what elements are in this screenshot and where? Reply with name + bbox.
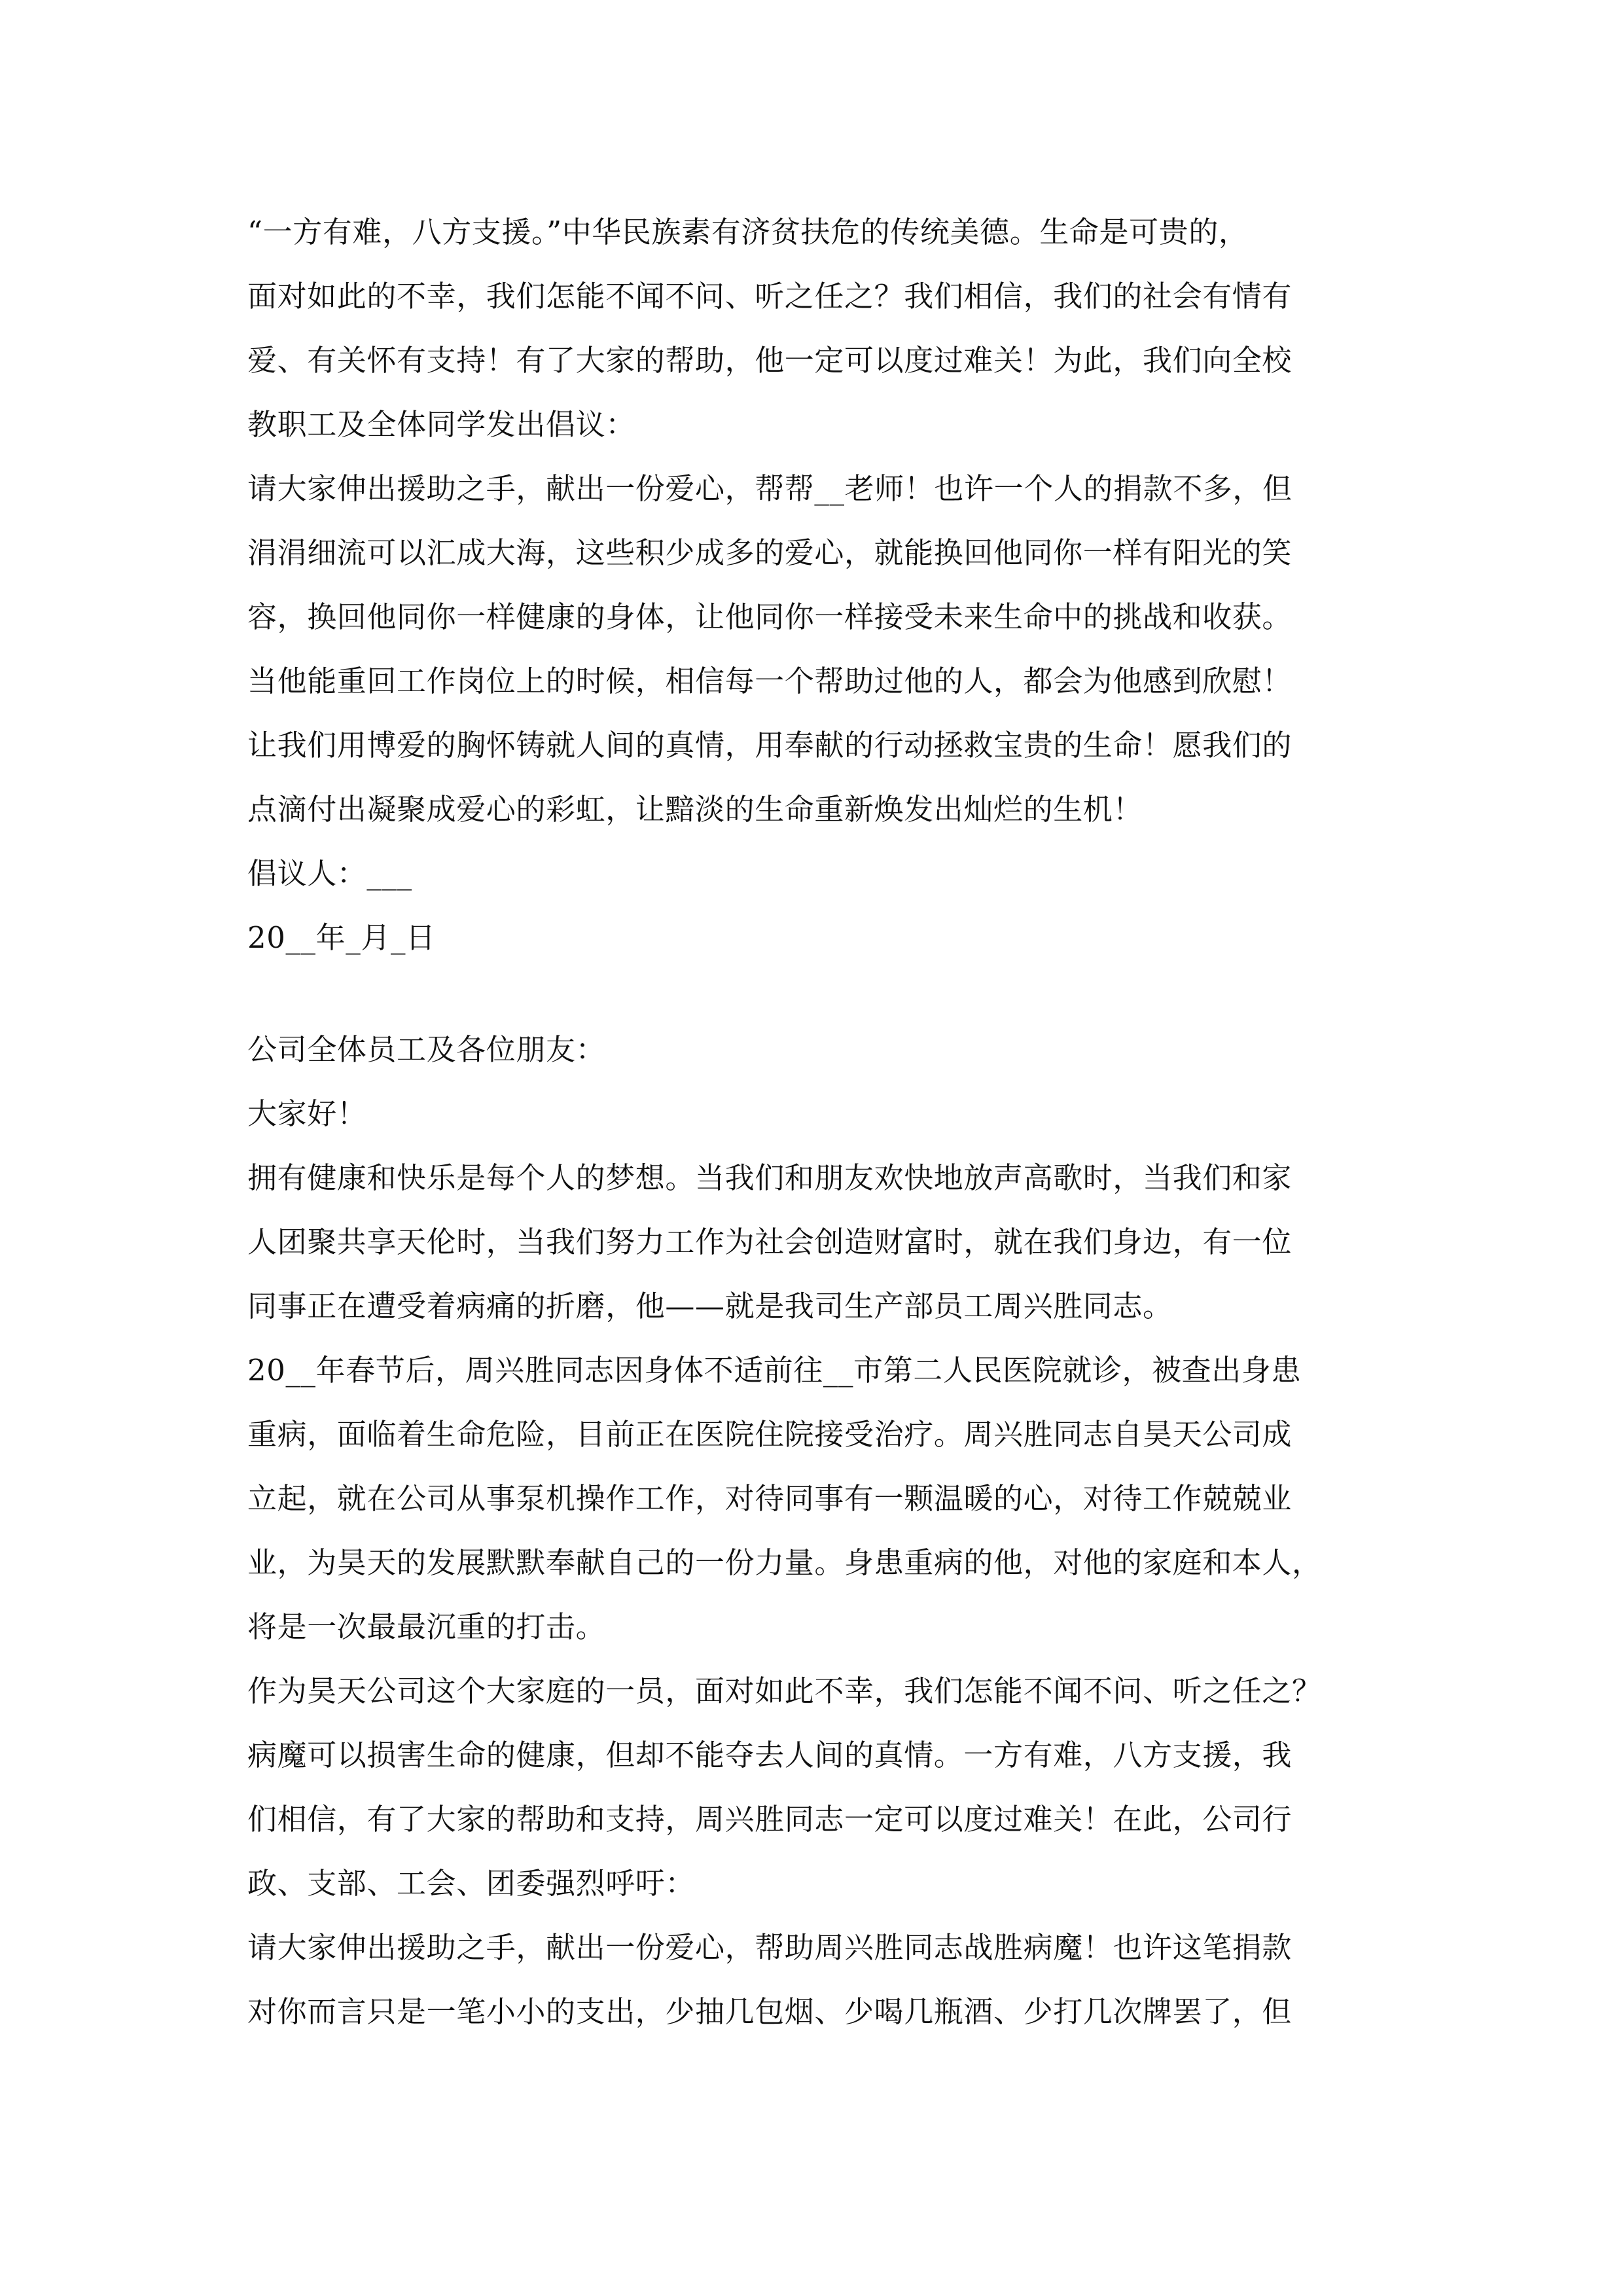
paragraph-line: 请大家伸出援助之手，献出一份爱心，帮助周兴胜同志战胜病魔！也许这笔捐款 (247, 1930, 1293, 1965)
paragraph-line: “一方有难，八方支援。”中华民族素有济贫扶危的传统美德。生命是可贵的， (247, 215, 1249, 249)
paragraph-line: 让我们用博爱的胸怀铸就人间的真情，用奉献的行动拯救宝贵的生命！愿我们的 (247, 728, 1293, 762)
paragraph-line: 20__年春节后，周兴胜同志因身体不适前往__市第二人民医院就诊，被查出身患 (247, 1353, 1302, 1388)
paragraph-line: 们相信，有了大家的帮助和支持，周兴胜同志一定可以度过难关！在此，公司行 (247, 1802, 1293, 1837)
signature-line: 倡议人：___ (247, 856, 412, 891)
paragraph-line: 重病，面临着生命危险，目前正在医院住院接受治疗。周兴胜同志自昊天公司成 (247, 1417, 1293, 1452)
paragraph-line: 涓涓细流可以汇成大海，这些积少成多的爱心，就能换回他同你一样有阳光的笑 (247, 535, 1293, 570)
proposal-letter-teacher (247, 200, 1386, 970)
paragraph-line: 政、支部、工会、团委强烈呼吁： (247, 1866, 696, 1901)
salutation-line: 公司全体员工及各位朋友： (247, 1032, 606, 1067)
paragraph-line: 当他能重回工作岗位上的时候，相信每一个帮助过他的人，都会为他感到欣慰！ (247, 664, 1293, 698)
paragraph-line: 将是一次最最沉重的打击。 (247, 1609, 606, 1644)
greeting-line: 大家好！ (247, 1096, 367, 1131)
paragraph-line: 容，换回他同你一样健康的身体，让他同你一样接受未来生命中的挑战和收获。 (247, 600, 1293, 634)
paragraph-line: 业，为昊天的发展默默奉献自己的一份力量。身患重病的他，对他的家庭和本人， (247, 1545, 1322, 1580)
paragraph-line: 同事正在遭受着病痛的折磨，他——就是我司生产部员工周兴胜同志。 (247, 1289, 1173, 1323)
document-page (247, 0, 1386, 2296)
paragraph-line: 对你而言只是一笔小小的支出，少抽几包烟、少喝几瓶酒、少打几次牌罢了，但 (247, 1994, 1293, 2029)
paragraph-line: 病魔可以损害生命的健康，但却不能夺去人间的真情。一方有难，八方支援，我 (247, 1738, 1293, 1772)
paragraph-line: 面对如此的不幸，我们怎能不闻不问、听之任之？我们相信，我们的社会有情有 (247, 279, 1293, 314)
paragraph-line: 爱、有关怀有支持！有了大家的帮助，他一定可以度过难关！为此，我们向全校 (247, 343, 1293, 378)
proposal-letter-company (247, 1018, 1386, 2044)
paragraph-line: 人团聚共享天伦时，当我们努力工作为社会创造财富时，就在我们身边，有一位 (247, 1225, 1293, 1259)
paragraph-line: 拥有健康和快乐是每个人的梦想。当我们和朋友欢快地放声高歌时，当我们和家 (247, 1160, 1293, 1195)
date-line: 20__年_月_日 (247, 920, 436, 955)
paragraph-line: 立起，就在公司从事泵机操作工作，对待同事有一颗温暖的心，对待工作兢兢业 (247, 1481, 1293, 1516)
paragraph-line: 请大家伸出援助之手，献出一份爱心，帮帮__老师！也许一个人的捐款不多，但 (247, 471, 1293, 506)
paragraph-line: 教职工及全体同学发出倡议： (247, 407, 635, 442)
paragraph-line: 作为昊天公司这个大家庭的一员，面对如此不幸，我们怎能不闻不问、听之任之？ (247, 1674, 1322, 1708)
paragraph-line: 点滴付出凝聚成爱心的彩虹，让黯淡的生命重新焕发出灿烂的生机！ (247, 792, 1143, 827)
